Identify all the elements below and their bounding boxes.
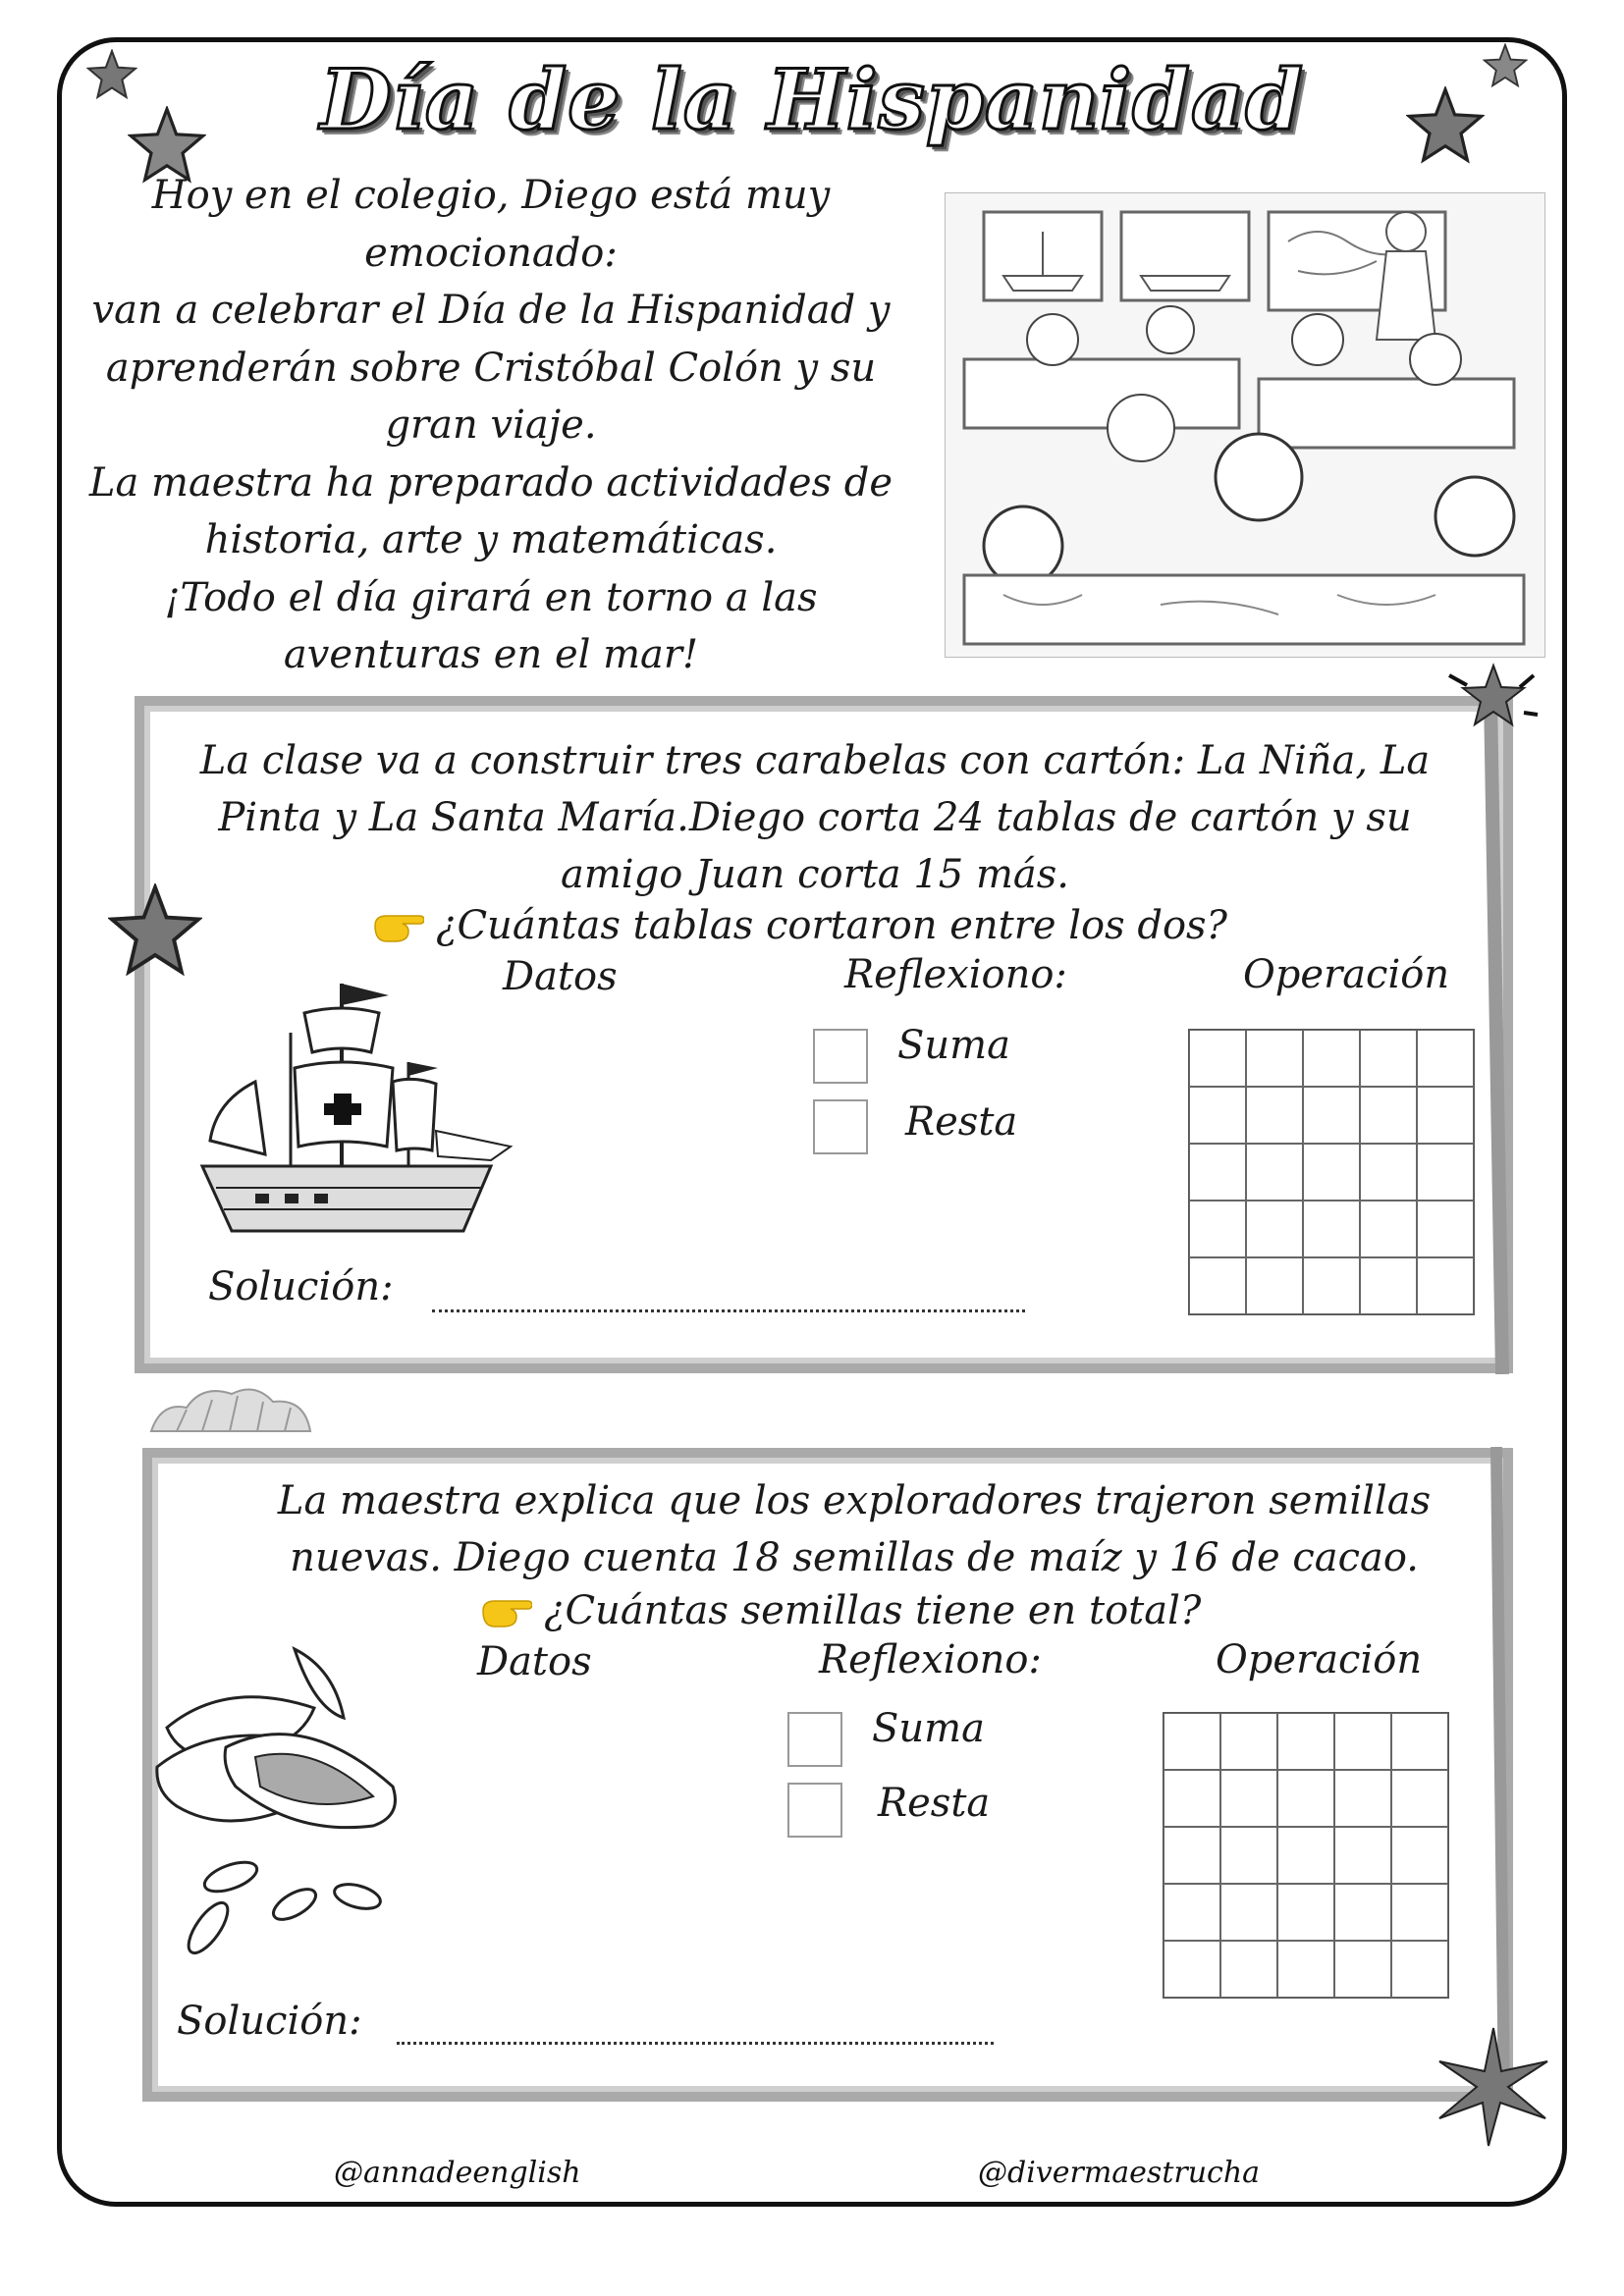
grid-cell[interactable]	[1391, 1884, 1448, 1941]
solucion-label: Solución:	[177, 1999, 362, 2044]
operacion-heading: Operación	[1216, 1637, 1423, 1682]
grid-cell[interactable]	[1417, 1144, 1474, 1201]
intro-line: ¡Todo el día girará en torno a las	[164, 574, 818, 620]
intro-line: emocionado:	[364, 230, 618, 276]
resta-label: Resta	[878, 1781, 991, 1826]
grid-cell[interactable]	[1360, 1144, 1417, 1201]
grid-cell[interactable]	[1189, 1201, 1246, 1257]
task2-question	[481, 1588, 1201, 1633]
grid-cell[interactable]	[1246, 1087, 1303, 1144]
pointing-hand-icon	[373, 912, 424, 945]
intro-line: gran viaje.	[385, 402, 597, 448]
grid-cell[interactable]	[1277, 1884, 1334, 1941]
grid-cell[interactable]	[1391, 1827, 1448, 1884]
operation-grid[interactable]	[1188, 1029, 1475, 1315]
operacion-heading: Operación	[1243, 952, 1450, 997]
grid-cell[interactable]	[1164, 1713, 1220, 1770]
grid-cell[interactable]	[1277, 1770, 1334, 1827]
suma-label: Suma	[872, 1706, 985, 1751]
grid-cell[interactable]	[1220, 1941, 1277, 1998]
grid-cell[interactable]	[1391, 1770, 1448, 1827]
intro-line: aprenderán sobre Cristóbal Colón y su	[105, 345, 877, 391]
resta-checkbox[interactable]	[813, 1099, 868, 1154]
intro-line: historia, arte y matemáticas.	[204, 517, 778, 562]
grid-cell[interactable]	[1277, 1713, 1334, 1770]
grid-cell[interactable]	[1277, 1827, 1334, 1884]
grid-cell[interactable]	[1334, 1770, 1391, 1827]
grid-cell[interactable]	[1360, 1087, 1417, 1144]
task1-line: Pinta y La Santa María.Diego corta 24 tablas de cartón y su	[218, 795, 1412, 840]
grid-cell[interactable]	[1189, 1257, 1246, 1314]
grid-cell[interactable]	[1417, 1257, 1474, 1314]
task1-line: La clase va a construir tres carabelas con cartón: La Niña, La	[199, 738, 1431, 783]
grid-cell[interactable]	[1246, 1257, 1303, 1314]
grid-cell[interactable]	[1246, 1030, 1303, 1087]
reflexiono-heading: Reflexiono:	[844, 952, 1067, 997]
grid-cell[interactable]	[1164, 1941, 1220, 1998]
task2-question-text: ¿Cuántas semillas tiene en total?	[544, 1588, 1202, 1633]
grid-cell[interactable]	[1220, 1884, 1277, 1941]
grid-cell[interactable]	[1189, 1144, 1246, 1201]
grid-cell[interactable]	[1303, 1087, 1360, 1144]
task2-line: nuevas. Diego cuenta 18 semillas de maíz y 16 de cacao.	[290, 1535, 1419, 1580]
suma-checkbox[interactable]	[787, 1712, 842, 1767]
intro-line: aventuras en el mar!	[283, 632, 699, 677]
task2-statement	[236, 1472, 1473, 1586]
grid-cell[interactable]	[1360, 1201, 1417, 1257]
grid-cell[interactable]	[1220, 1827, 1277, 1884]
resta-checkbox[interactable]	[787, 1783, 842, 1838]
page-title: Día de la Hispanidad	[319, 51, 1305, 148]
grid-cell[interactable]	[1360, 1030, 1417, 1087]
datos-heading: Datos	[477, 1639, 592, 1684]
solucion-label: Solución:	[208, 1264, 394, 1309]
intro-line: La maestra ha preparado actividades de	[88, 459, 893, 506]
solution-answer-line[interactable]	[432, 1309, 1025, 1312]
pointing-hand-icon	[481, 1597, 532, 1630]
footer-credit-left: @annadeenglish	[334, 2156, 581, 2190]
grid-cell[interactable]	[1220, 1713, 1277, 1770]
task1-line: amigo Juan corta 15 más.	[561, 852, 1069, 897]
grid-cell[interactable]	[1189, 1087, 1246, 1144]
grid-cell[interactable]	[1277, 1941, 1334, 1998]
grid-cell[interactable]	[1417, 1030, 1474, 1087]
grid-cell[interactable]	[1189, 1030, 1246, 1087]
grid-cell[interactable]	[1391, 1713, 1448, 1770]
task1-question	[373, 903, 1227, 948]
grid-cell[interactable]	[1303, 1257, 1360, 1314]
operation-grid[interactable]	[1163, 1712, 1449, 1999]
grid-cell[interactable]	[1334, 1713, 1391, 1770]
intro-line: Hoy en el colegio, Diego está muy	[151, 173, 831, 218]
classroom-illustration	[945, 192, 1545, 658]
datos-heading: Datos	[503, 954, 618, 999]
task2-line: La maestra explica que los exploradores trajeron semillas	[277, 1478, 1432, 1523]
grid-cell[interactable]	[1334, 1884, 1391, 1941]
caravel-ship-illustration	[196, 974, 516, 1241]
suma-label: Suma	[897, 1023, 1010, 1068]
grid-cell[interactable]	[1164, 1827, 1220, 1884]
intro-text	[69, 167, 913, 684]
grid-cell[interactable]	[1303, 1201, 1360, 1257]
grid-cell[interactable]	[1164, 1884, 1220, 1941]
task1-statement	[157, 732, 1473, 903]
intro-line: van a celebrar el Día de la Hispanidad y	[91, 288, 891, 333]
suma-checkbox[interactable]	[813, 1029, 868, 1084]
task1-question-text: ¿Cuántas tablas cortaron entre los dos?	[436, 903, 1227, 948]
grid-cell[interactable]	[1164, 1770, 1220, 1827]
grid-cell[interactable]	[1334, 1941, 1391, 1998]
grid-cell[interactable]	[1220, 1770, 1277, 1827]
grid-cell[interactable]	[1303, 1030, 1360, 1087]
grid-cell[interactable]	[1246, 1201, 1303, 1257]
grid-cell[interactable]	[1334, 1827, 1391, 1884]
cacao-pod-illustration	[147, 1639, 422, 1963]
grid-cell[interactable]	[1417, 1087, 1474, 1144]
solution-answer-line[interactable]	[397, 2042, 994, 2045]
star-icon	[1430, 2022, 1557, 2150]
grid-cell[interactable]	[1391, 1941, 1448, 1998]
footer-credit-right: @divermaestrucha	[978, 2156, 1261, 2190]
star-icon	[1439, 656, 1547, 744]
resta-label: Resta	[905, 1099, 1018, 1145]
grid-cell[interactable]	[1303, 1144, 1360, 1201]
reflexiono-heading: Reflexiono:	[819, 1637, 1042, 1682]
grid-cell[interactable]	[1360, 1257, 1417, 1314]
grid-cell[interactable]	[1246, 1144, 1303, 1201]
grid-cell[interactable]	[1417, 1201, 1474, 1257]
cloud-doodle-icon	[147, 1382, 314, 1437]
